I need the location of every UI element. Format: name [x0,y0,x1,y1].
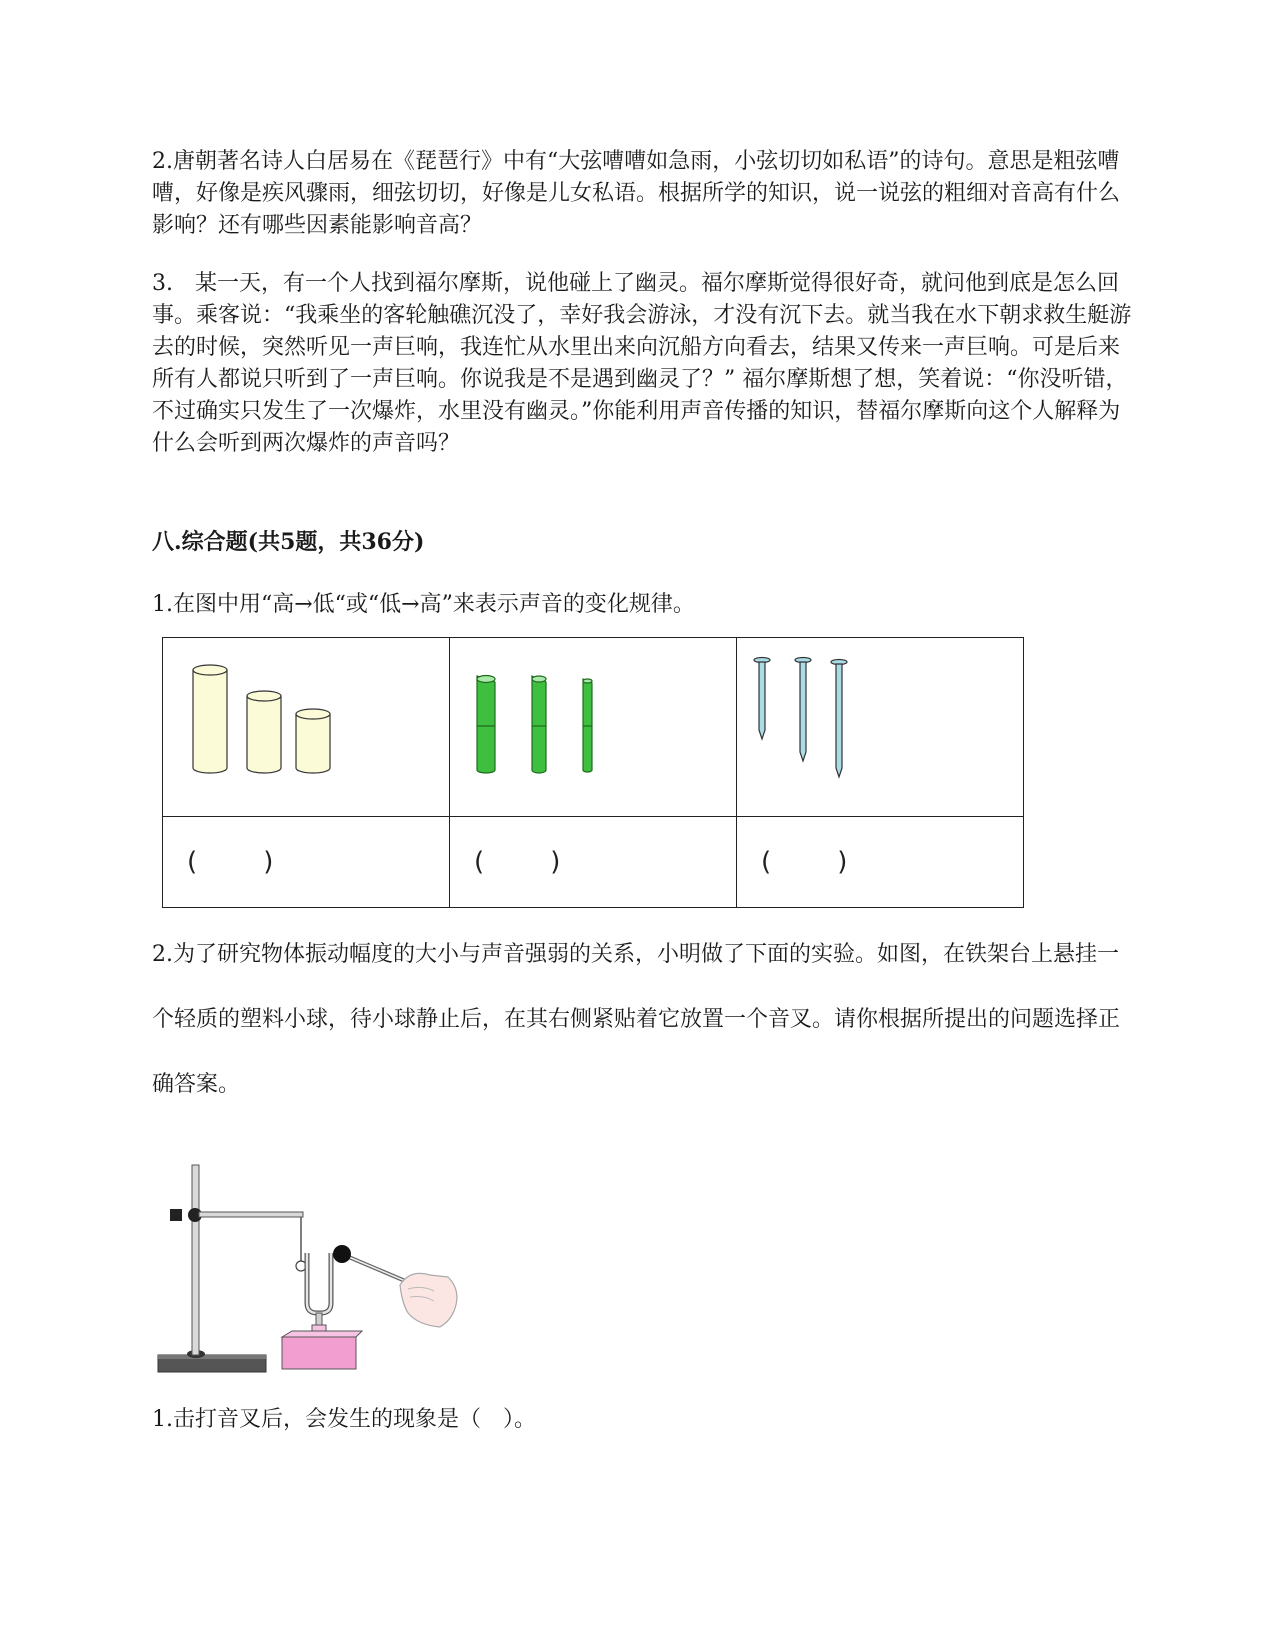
bamboo-tube-3-top [583,679,592,683]
cylinders-cell [163,638,450,817]
tall-cylinder-body [193,670,227,773]
stand-clamp-screw [170,1209,182,1221]
stand-base-top [158,1355,266,1359]
tuning-fork-prongs [307,1253,331,1313]
bamboo-tubes-figure [450,638,736,816]
bamboo-tube-1 [477,676,495,773]
section-8-question-2: 2.为了研究物体振动幅度的大小与声音强弱的关系，小明做了下面的实验。如图，在铁架台上悬挂一个轻质的塑料小球，待小球静止后，在其右侧紧贴着它放置一个音叉。请你根据所提出的问题选择正确答案。 [152,942,1121,1097]
cylinders-figure [163,638,449,816]
short-cylinder-body [296,714,330,773]
mallet-handle-highlight [344,1255,410,1283]
nail-1-shaft [759,662,765,739]
sound-pattern-table [162,637,1024,908]
bamboo-tube-1-top [477,676,495,683]
bamboo-tubes-cell [450,638,737,817]
short-cylinder-top [296,709,330,719]
section-8-heading: 八.综合题(共5题，共36分) [152,529,425,555]
answer-cell-1[interactable] [163,817,450,908]
nail-2-shaft [800,662,806,761]
stand-arm [199,1212,303,1217]
nails-figure [737,638,1023,816]
bamboo-tube-2-top [532,676,546,682]
question-7-2: 2.唐朝著名诗人白居易在《琵琶行》中有“大弦嘈嘈如急雨，小弦切切如私语”的诗句。意思是粗弦嘈嘈，好像是疾风骤雨，细弦切切，好像是儿女私语。根据所学的知识，说一说弦的粗细对音高有什么影响？还有哪些因素能影响音高？ [152,149,1121,238]
resonance-box-top [282,1331,362,1337]
resonance-box [282,1337,356,1369]
hand [400,1273,457,1327]
nail-3-shaft [836,664,842,777]
stand-rod [192,1165,199,1355]
question-7-3: 3. 某一天，有一个人找到福尔摩斯，说他碰上了幽灵。福尔摩斯觉得很好奇，就问他到底是怎么回事。乘客说：“我乘坐的客轮触礁沉没了，幸好我会游泳，才没有沉下去。就当我在水下朝求救生艇游去的时候，突然听见一声巨响，我连忙从水里出来向沉船方向看去，结果又传来一声巨响。可是后来所有人都说只听到了一声巨响。你说我是不是遇到幽灵了？” 福尔摩斯想了想，笑着说：“你没听错，不过确实只发生了一次爆炸，水里没有幽灵。”你能利用声音传播的知识，替福尔摩斯向这个人解释为什么会听到两次爆炸的声音吗？ [152,271,1132,456]
mallet-head [333,1245,351,1263]
tuning-fork-highlight [307,1253,331,1313]
bamboo-tube-2 [532,676,546,773]
answer-cell-2[interactable] [450,817,737,908]
nails-cell [737,638,1024,817]
answer-bracket-3: ( ) [761,847,848,877]
tuning-fork-experiment-figure [152,1155,472,1380]
medium-cylinder-body [247,696,281,773]
tuning-fork-stem [316,1313,322,1325]
tall-cylinder-top [193,665,227,675]
answer-cell-3[interactable] [737,817,1024,908]
medium-cylinder-top [247,691,281,701]
answer-bracket-1: ( ) [187,847,274,877]
section-8-question-1: 1.在图中用“高→低“或“低→高”来表示声音的变化规律。 [152,592,695,617]
answer-bracket-2: ( ) [474,847,561,877]
section-8-question-2-sub-1: 1.击打音叉后，会发生的现象是（ ）。 [152,1407,536,1432]
